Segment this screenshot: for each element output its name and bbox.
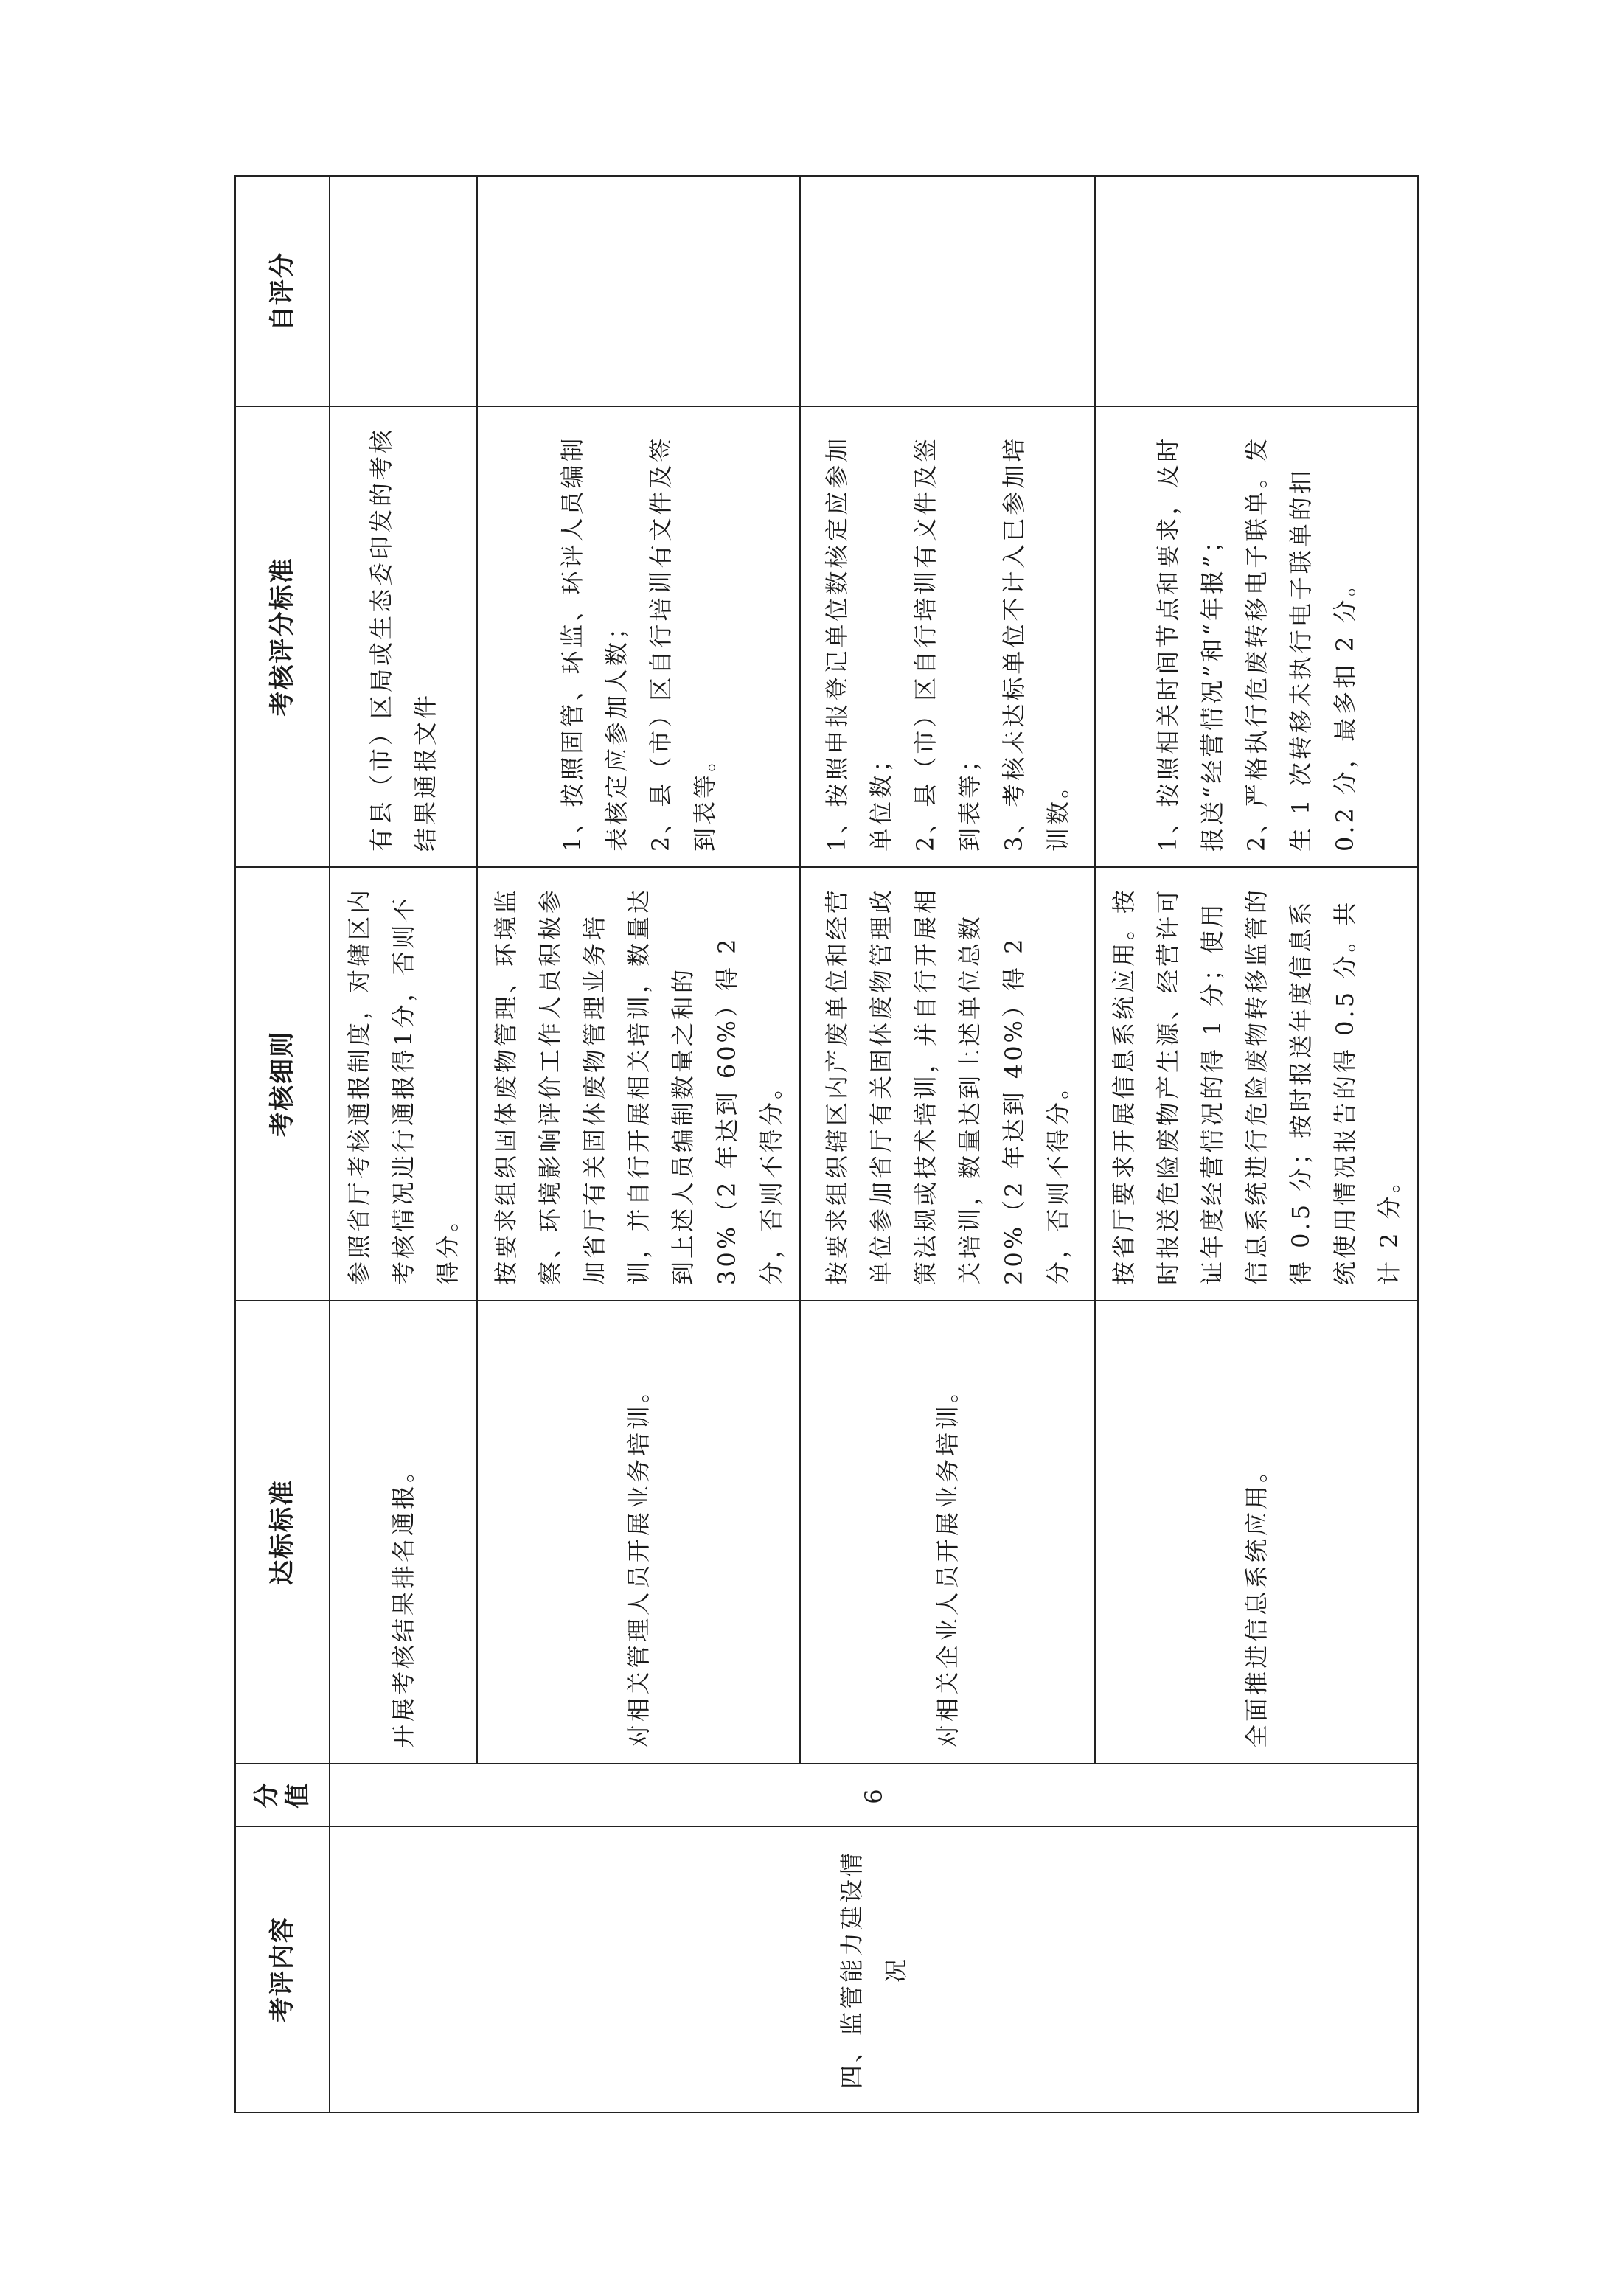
- row-detail: 参照省厅考核通报制度，对辖区内考核情况进行通报得1分，否则不得分。: [330, 867, 477, 1301]
- row-detail: 按要求组织辖区内产废单位和经营单位参加省厅有关固体废物管理政策法规或技术培训，并自行开展相关培训，数量达到上述单位总数 20%（2 年达到 40%）得 2 分，否则不得分。: [800, 867, 1095, 1301]
- section-content: 四、监管能力建设情况: [330, 1826, 1418, 2112]
- header-detail: 考核细则: [235, 867, 330, 1301]
- row-detail: 按省厅要求开展信息系统应用。按时报送危险废物产生源、经营许可证年度经营情况的得 1 分；使用信息系统进行危险废物转移监管的得 0.5 分；按时报送年度信息系统使用情况报告的得 0.5 分。共计 2 分。: [1095, 867, 1418, 1301]
- row-target: 对相关管理人员开展业务培训。: [477, 1301, 800, 1764]
- row-target: 对相关企业人员开展业务培训。: [800, 1301, 1095, 1764]
- header-criteria: 考核评分标准: [235, 406, 330, 867]
- header-score: 分 值: [235, 1764, 330, 1826]
- row-criteria: 有县（市）区局或生态委印发的考核结果通报文件: [330, 406, 477, 867]
- row-self-score: [330, 176, 477, 406]
- header-row: [235, 176, 330, 2112]
- row-criteria: 1、按照申报登记单位数核定应参加单位数； 2、县（市）区自行培训有文件及签到表等； 3、考核未达标单位不计入已参加培训数。: [800, 406, 1095, 867]
- section-score: 6: [330, 1764, 1418, 1826]
- assessment-table-rotated: [234, 177, 1403, 2113]
- row-self-score: [477, 176, 800, 406]
- row-criteria: 1、按照相关时间节点和要求，及时报送“经营情况”和“年报”； 2、严格执行危废转移电子联单。发生 1 次转移未执行电子联单的扣 0.2 分，最多扣 2 分。: [1095, 406, 1418, 867]
- header-target: 达标标准: [235, 1301, 330, 1764]
- table-row: [330, 176, 477, 2112]
- row-target: 全面推进信息系统应用。: [1095, 1301, 1418, 1764]
- row-self-score: [1095, 176, 1418, 406]
- row-detail: 按要求组织固体废物管理、环境监察、环境影响评价工作人员积极参加省厅有关固体废物管理业务培训，并自行开展相关培训，数量达到上述人员编制数量之和的 30%（2 年达到 60%）得 2 分，否则不得分。: [477, 867, 800, 1301]
- header-self-score: 自评分: [235, 176, 330, 406]
- header-content: 考评内容: [235, 1826, 330, 2112]
- assessment-table: [234, 175, 1419, 2113]
- row-self-score: [800, 176, 1095, 406]
- row-criteria: 1、按照固管、环监、环评人员编制表核定应参加人数； 2、县（市）区自行培训有文件及签到表等。: [477, 406, 800, 867]
- row-target: 开展考核结果排名通报。: [330, 1301, 477, 1764]
